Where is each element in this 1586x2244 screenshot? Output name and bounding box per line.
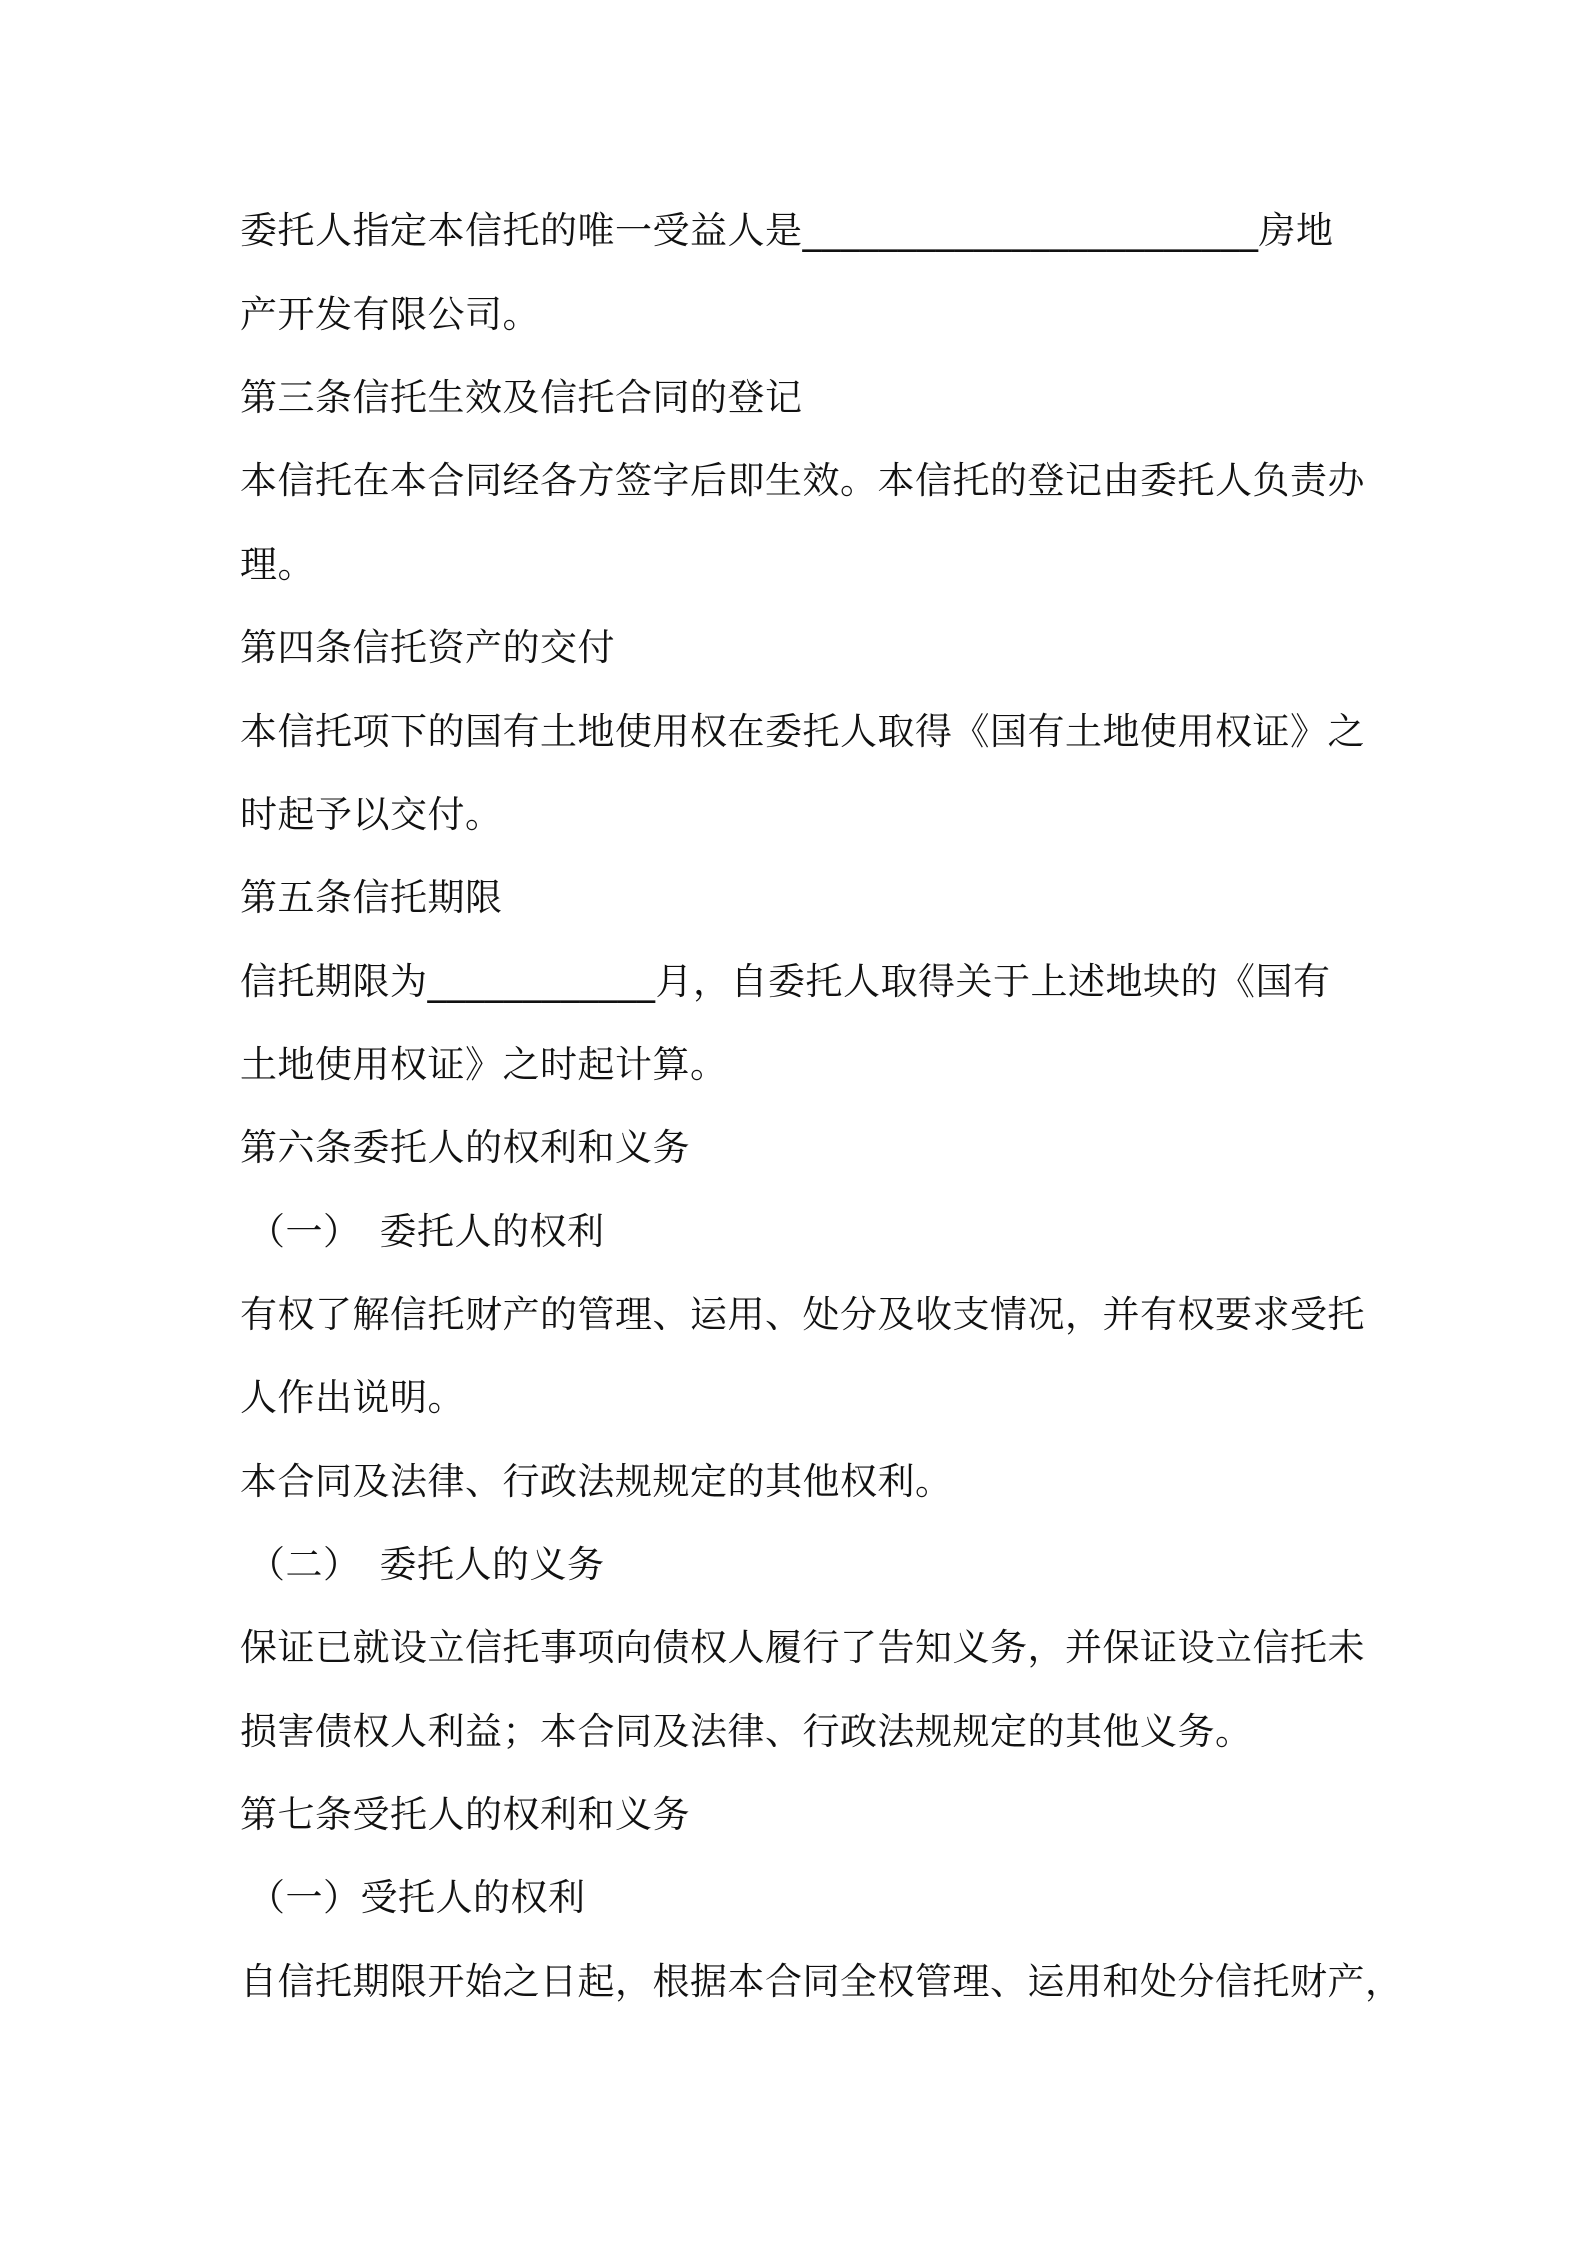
document-page [240,0,1403,2244]
article-3-heading: 第三条信托生效及信托合同的登记 [240,376,803,419]
paragraph-line-effective: 本信托在本合同经各方签字后即生效。本信托的登记由委托人负责办 [240,459,1365,502]
article-4-heading: 第四条信托资产的交付 [240,626,615,669]
paragraph-line-explain: 人作出说明。 [240,1376,465,1419]
article-6-heading: 第六条委托人的权利和义务 [240,1126,690,1169]
paragraph-line-handle: 理。 [240,543,315,586]
paragraph-line-term: 信托期限为____________月，自委托人取得关于上述地块的《国有 [240,960,1331,1003]
subsection-settlor-obligations: （二） 委托人的义务 [248,1543,605,1586]
paragraph-line-other-rights: 本合同及法律、行政法规规定的其他权利。 [240,1460,953,1503]
paragraph-line-term-calc: 土地使用权证》之时起计算。 [240,1043,728,1086]
paragraph-line-rights: 有权了解信托财产的管理、运用、处分及收支情况，并有权要求受托 [240,1293,1365,1336]
paragraph-line-trustee-management: 自信托期限开始之日起，根据本合同全权管理、运用和处分信托财产， [240,1960,1403,2003]
article-5-heading: 第五条信托期限 [240,876,503,919]
paragraph-line-creditor: 损害债权人利益；本合同及法律、行政法规规定的其他义务。 [240,1710,1253,1753]
paragraph-line-guarantee: 保证已就设立信托事项向债权人履行了告知义务，并保证设立信托未 [240,1626,1365,1669]
article-7-heading: 第七条受托人的权利和义务 [240,1793,690,1836]
subsection-settlor-rights: （一） 委托人的权利 [248,1210,605,1253]
paragraph-line-delivery-time: 时起予以交付。 [240,793,503,836]
paragraph-line-beneficiary: 委托人指定本信托的唯一受益人是________________________房地 [240,209,1334,252]
paragraph-line-company: 产开发有限公司。 [240,293,540,336]
subsection-trustee-rights: （一）受托人的权利 [248,1876,586,1919]
paragraph-line-delivery: 本信托项下的国有土地使用权在委托人取得《国有土地使用权证》之 [240,710,1365,753]
